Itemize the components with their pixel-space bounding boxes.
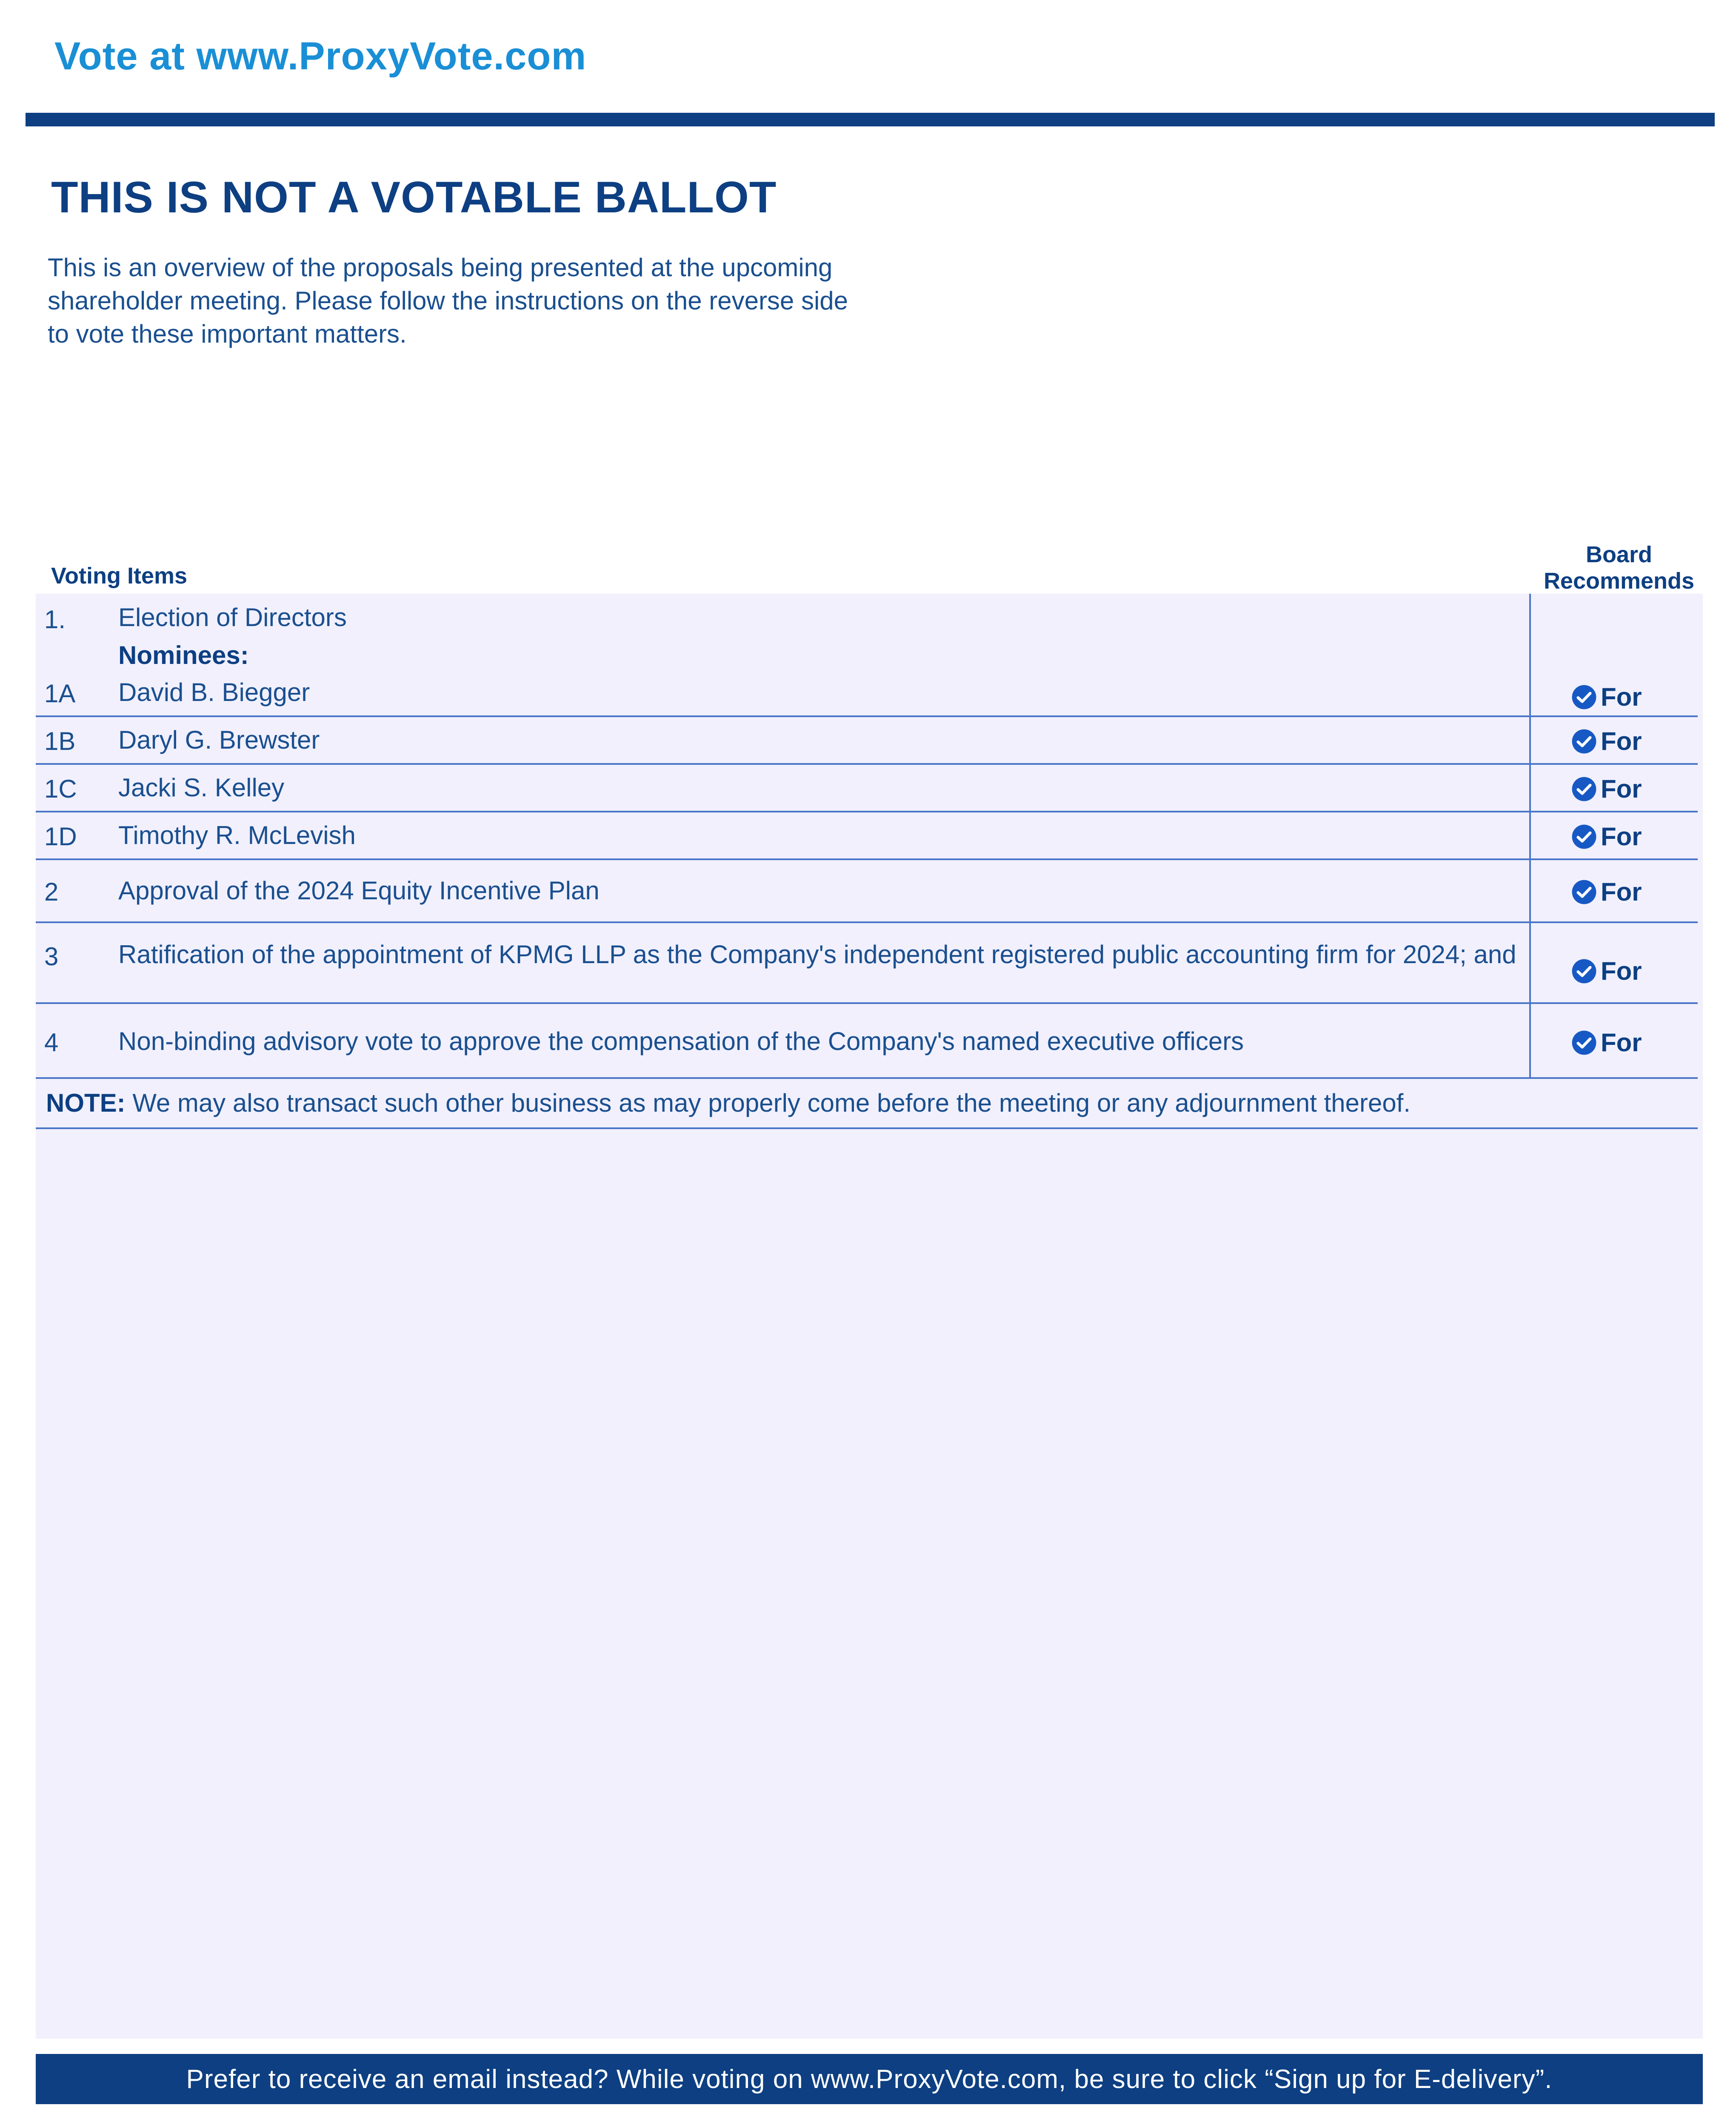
check-circle-icon: [1571, 776, 1597, 802]
board-recommendation: [1571, 822, 1642, 851]
footer-edelivery-text: Prefer to receive an email instead? While voting on www.ProxyVote.com, be sure to click “Sign up for E-delivery”.: [186, 2064, 1553, 2094]
item-number: 1A: [44, 679, 76, 708]
item-number: 3: [44, 942, 59, 971]
check-circle-icon: [1571, 824, 1597, 850]
item-description: Ratification of the appointment of KPMG LLP as the Company's independent registered public accounting firm for 2024; and: [118, 940, 1516, 969]
vote-at-link[interactable]: Vote at www.ProxyVote.com: [54, 34, 587, 78]
recommendation-label: For: [1601, 878, 1642, 906]
board-recommendation: [1571, 726, 1642, 756]
note-label: NOTE:: [46, 1089, 126, 1117]
recommendation-label: For: [1601, 957, 1642, 985]
nominee-name: Jacki S. Kelley: [118, 773, 285, 802]
nominee-name: Timothy R. McLevish: [118, 821, 356, 849]
board-recommends-header: [1521, 541, 1717, 594]
check-circle-icon: [1571, 1030, 1597, 1056]
board-recommendation: [1571, 956, 1642, 986]
table-row-1b: [36, 717, 1698, 765]
intro-paragraph: This is an overview of the proposals being presented at the upcoming shareholder meeting. Please follow the instructions on the reverse side to vote these important matters.: [48, 253, 848, 348]
board-header-line2: Recommends: [1543, 568, 1695, 594]
item-number: 1D: [44, 822, 77, 851]
item-number: 4: [44, 1028, 59, 1057]
item-description: Election of Directors: [118, 603, 347, 632]
check-circle-icon: [1571, 684, 1597, 710]
recommendation-label: For: [1601, 775, 1642, 803]
board-header-line1: Board: [1585, 542, 1652, 567]
item-number: 1.: [44, 605, 66, 634]
table-row-1a: [36, 594, 1698, 717]
board-recommendation: [1571, 774, 1642, 804]
table-row-3: [36, 923, 1698, 1004]
table-row-4: [36, 1004, 1698, 1079]
check-circle-icon: [1571, 879, 1597, 905]
voting-items-header: Voting Items: [51, 563, 188, 589]
page-title: THIS IS NOT A VOTABLE BALLOT: [51, 173, 777, 222]
nominee-name: Daryl G. Brewster: [118, 726, 320, 754]
note-row: [36, 1079, 1698, 1129]
board-recommendation: [1571, 877, 1642, 907]
check-circle-icon: [1571, 958, 1597, 984]
item-number: 2: [44, 878, 59, 906]
nominees-label: Nominees:: [118, 641, 249, 669]
note-body: We may also transact such other business as may properly come before the meeting or any adjournment thereof.: [125, 1089, 1411, 1117]
board-recommendation: [1571, 1028, 1642, 1057]
top-divider: [26, 113, 1715, 126]
table-row-1d: [36, 812, 1698, 860]
item-description: Approval of the 2024 Equity Incentive Plan: [118, 876, 600, 905]
table-row-2: [36, 860, 1698, 923]
recommendation-label: For: [1601, 727, 1642, 755]
item-number: 1C: [44, 775, 77, 803]
footer-bar: [36, 2054, 1703, 2104]
note-text: [46, 1088, 1410, 1118]
item-number: 1B: [44, 727, 76, 755]
nominee-name: David B. Biegger: [118, 678, 310, 706]
check-circle-icon: [1571, 728, 1597, 755]
recommendation-label: For: [1601, 822, 1642, 851]
item-description: Non-binding advisory vote to approve the compensation of the Company's named executive officers: [118, 1027, 1244, 1055]
recommendation-label: For: [1601, 683, 1642, 711]
recommendation-label: For: [1601, 1028, 1642, 1057]
table-row-1c: [36, 765, 1698, 812]
board-recommendation: [1571, 682, 1642, 712]
